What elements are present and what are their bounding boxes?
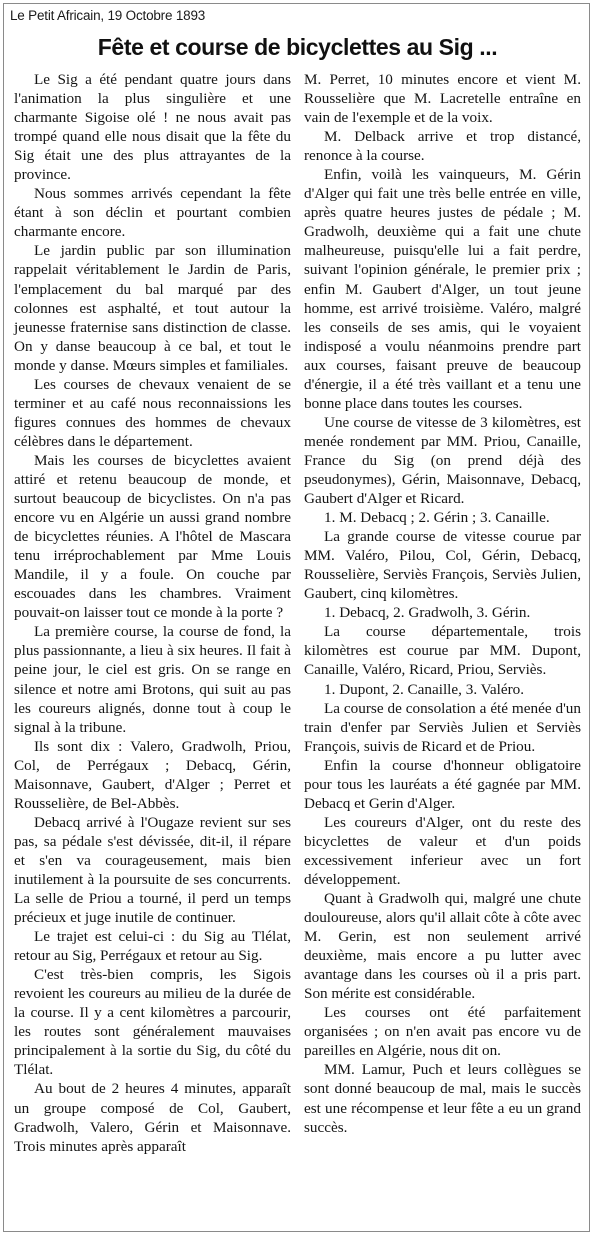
article-title: Fête et course de bicyclettes au Sig ... (97, 34, 498, 60)
paragraph: M. Perret, 10 minutes encore et vient M. Rousselière que M. Lacretelle entraîne en vain de l'exemple et de la voix. (304, 71, 581, 127)
paragraph: Quant à Gradwolh qui, malgré une chute douloureuse, alors qu'il allait côte à côte avec M. Gerin, est non seulement arrivé deuxième, mais encore a pu lutter avec avantage dans les courses où il a pris part. Son mérite est considérable. (304, 890, 581, 1003)
paragraph: Debacq arrivé à l'Ougaze revient sur ses pas, sa pédale s'est dévissée, dit-il, il répare et s'en va courageusement, mais bien inutilement à la poursuite de ses concurrents. La selle de Priou a tourné, il perd un temps précieux et juge inutile de continuer. (14, 813, 291, 927)
paragraph: Les courses de chevaux venaient de se terminer et au café nous reconnaissions les figures connues des hommes de chevaux célèbres dans le département. (14, 375, 291, 450)
paragraph: Enfin la course d'honneur obligatoire pour tous les lauréats a été gagnée par MM. Debacq et Gerin d'Alger. (304, 756, 581, 812)
paragraph: Mais les courses de bicyclettes avaient attiré et retenu beaucoup de monde, et surtout beaucoup de bicyclistes. On n'a pas encore vu en Algérie un aussi grand nombre de bicyclettes réunies. A l'hôtel de Mascara tenu irréprochablement par Mme Louis Mandile, il y a foule. On couche par escouades dans les chambres. Vraiment pouvait-on laisser tout ce monde à la porte ? (14, 451, 291, 622)
paragraph: M. Delback arrive et trop distancé, renonce à la course. (304, 128, 581, 165)
paragraph: La première course, la course de fond, la plus passionnante, a lieu à six heures. Il fait à peine jour, le ciel est gris. On se range en silence et notre ami Brotons, qui suit au pas les coureurs alignés, donne tout à coup le signal à la tribune. (14, 623, 291, 736)
article-column-right (304, 70, 581, 1137)
paragraph: Une course de vitesse de 3 kilomètres, est menée rondement par MM. Priou, Canaille, France du Sig (on prend déjà des pseudonymes), Gérin, Maisonnave, Debacq, Gaubert d'Alger et Ricard. (304, 413, 581, 508)
paragraph: Les coureurs d'Alger, ont du reste des bicyclettes de valeur et d'un poids excessivement inferieur avec un fort développement. (304, 813, 581, 888)
paragraph: Enfin, voilà les vainqueurs, M. Gérin d'Alger qui fait une très belle entrée en ville, après quatre heures justes de pédale ; M. Gradwolh, deuxième qui a fait une chute malheureuse, puisqu'elle lui a fait perdre, suivant l'opinion générale, le premier prix ; enfin M. Gaubert d'Alger, un tout jeune homme, est arrivé troisième. Valéro, malgré les conseils de ses amis, qui le voyaient indisposé a voulu néanmoins prendre part aux courses, faisant preuve de beaucoup d'énergie, il a été très vaillant et a tenu une bonne place dans toutes les courses. (304, 166, 581, 412)
paragraph: La grande course de vitesse courue par MM. Valéro, Pilou, Col, Gérin, Debacq, Rousselière, Serviès François, Serviès Julien, Gaubert, cinq kilomètres. (304, 528, 581, 603)
paragraph: Le Sig a été pendant quatre jours dans l'animation la plus singulière et une charmante Sigoise olé ! ne nous avait pas trompé quand elle nous disait que la fête du Sig était une des plus attrayantes de la province. (14, 71, 291, 184)
results-line: 1. Dupont, 2. Canaille, 3. Valéro. (324, 680, 525, 698)
results-line: 1. M. Debacq ; 2. Gérin ; 3. Canaille. (324, 509, 550, 527)
results-line: 1. Debacq, 2. Gradwolh, 3. Gérin. (324, 604, 531, 622)
paragraph: Ils sont dix : Valero, Gradwolh, Priou, Col, de Perrégaux ; Debacq, Gérin, Maisonnave, Gaubert, d'Alger ; Perret et Rousselière, de Bel-Abbès. (14, 737, 291, 812)
paragraph: Les courses ont été parfaitement organisées ; on n'en avait pas encore vu de pareilles en Algérie, nous dit on. (304, 1004, 581, 1060)
paragraph: Au bout de 2 heures 4 minutes, apparaît un groupe composé de Col, Gaubert, Gradwolh, Valero, Gérin et Maisonnave. Trois minutes après apparaît (14, 1080, 291, 1155)
paragraph: Le trajet est celui-ci : du Sig au Tlélat, retour au Sig, Perrégaux et retour au Sig. (14, 928, 291, 965)
source-line: Le Petit Africain, 19 Octobre 1893 (10, 8, 206, 23)
paragraph: C'est très-bien compris, les Sigois revoient les coureurs au milieu de la durée de la course. Il y a cent kilomètres a parcourir, les routes sont généralement mauvaises principalement à la sortie du Sig, du côté du Tlélat. (14, 966, 291, 1079)
paragraph: Le jardin public par son illumination rappelait véritablement le Jardin de Paris, l'emplacement du bal marqué par des colonnes est asphalté, et tout autour la jeunesse fraternise sans distinction de classe. On y danse beaucoup à ce bal, et tout le monde y danse. Mœurs simples et familiales. (14, 242, 291, 374)
article-column-left (14, 70, 291, 1156)
paragraph: La course de consolation a été menée d'un train d'enfer par Serviès Julien et Serviès François, suivis de Ricard et de Priou. (304, 699, 581, 755)
paragraph: La course départementale, trois kilomètres est courue par MM. Dupont, Canaille, Valéro, Ricard, Priou, Serviès. (304, 623, 581, 679)
paragraph: MM. Lamur, Puch et leurs collègues se sont donné beaucoup de mal, mais le succès est une récompense et leur fête a eu un grand succès. (304, 1061, 581, 1136)
paragraph: Nous sommes arrivés cependant la fête étant à son déclin et pourtant combien charmante encore. (14, 185, 291, 241)
newspaper-clipping (3, 3, 590, 1232)
